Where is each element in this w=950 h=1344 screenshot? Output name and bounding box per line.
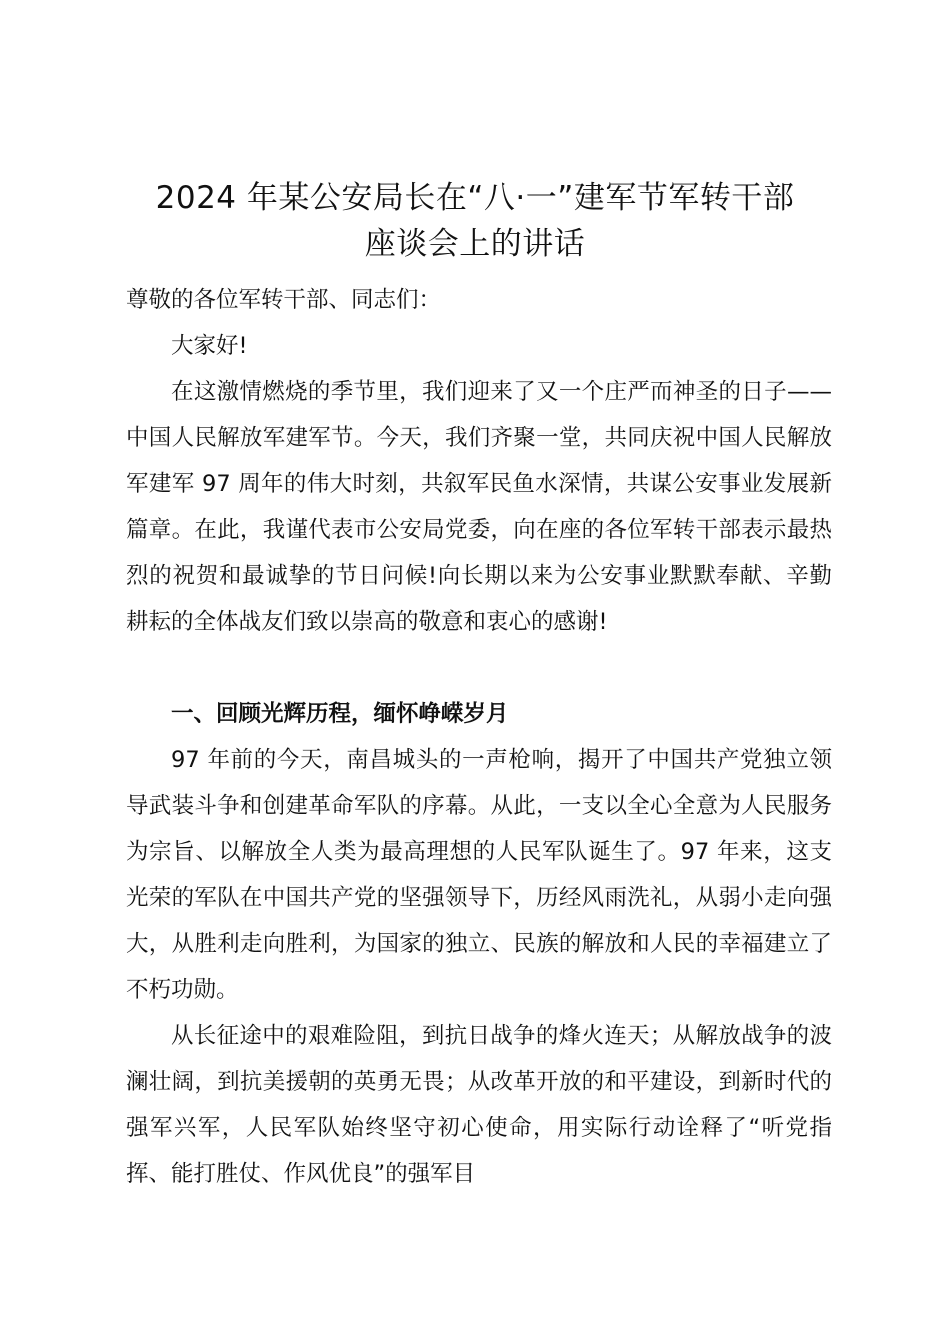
title-line-1: 2024 年某公安局长在“八·一”建军节军转干部 bbox=[155, 180, 795, 216]
section-heading-1: 一、回顾光辉历程，缅怀峥嵘岁月 bbox=[171, 701, 509, 727]
paragraph-intro: 在这激情燃烧的季节里，我们迎来了又一个庄严而神圣的日子——中国人民解放军建军节。今天，我们齐聚一堂，共同庆祝中国人民解放军建军 97 周年的伟大时刻，共叙军民鱼水深情，共谋公安事业发展新篇章。在此，我谨代表市公安局党委，向在座的各位军转干部表示最热烈的祝贺和最诚挚的节日问候!向长期以来为公安事业默默奉献、辛勤耕耘的全体战友们致以崇高的敬意和衷心的感谢! bbox=[126, 379, 832, 635]
paragraph-achievements: 从长征途中的艰难险阻，到抗日战争的烽火连天；从解放战争的波澜壮阔，到抗美援朝的英勇无畏；从改革开放的和平建设，到新时代的强军兴军，人民军队始终坚守初心使命，用实际行动诠释了“听党指挥、能打胜仗、作风优良”的强军目 bbox=[126, 1023, 832, 1187]
paragraph-history: 97 年前的今天，南昌城头的一声枪响，揭开了中国共产党独立领导武装斗争和创建革命军队的序幕。从此，一支以全心全意为人民服务为宗旨、以解放全人类为最高理想的人民军队诞生了。97 年来，这支光荣的军队在中国共产党的坚强领导下，历经风雨洗礼，从弱小走向强大，从胜利走向胜利，为国家的独立、民族的解放和人民的幸福建立了不朽功勋。 bbox=[126, 747, 832, 1003]
title-line-2: 座谈会上的讲话 bbox=[364, 226, 586, 262]
salutation: 尊敬的各位军转干部、同志们： bbox=[126, 287, 442, 313]
greeting: 大家好! bbox=[171, 333, 248, 359]
